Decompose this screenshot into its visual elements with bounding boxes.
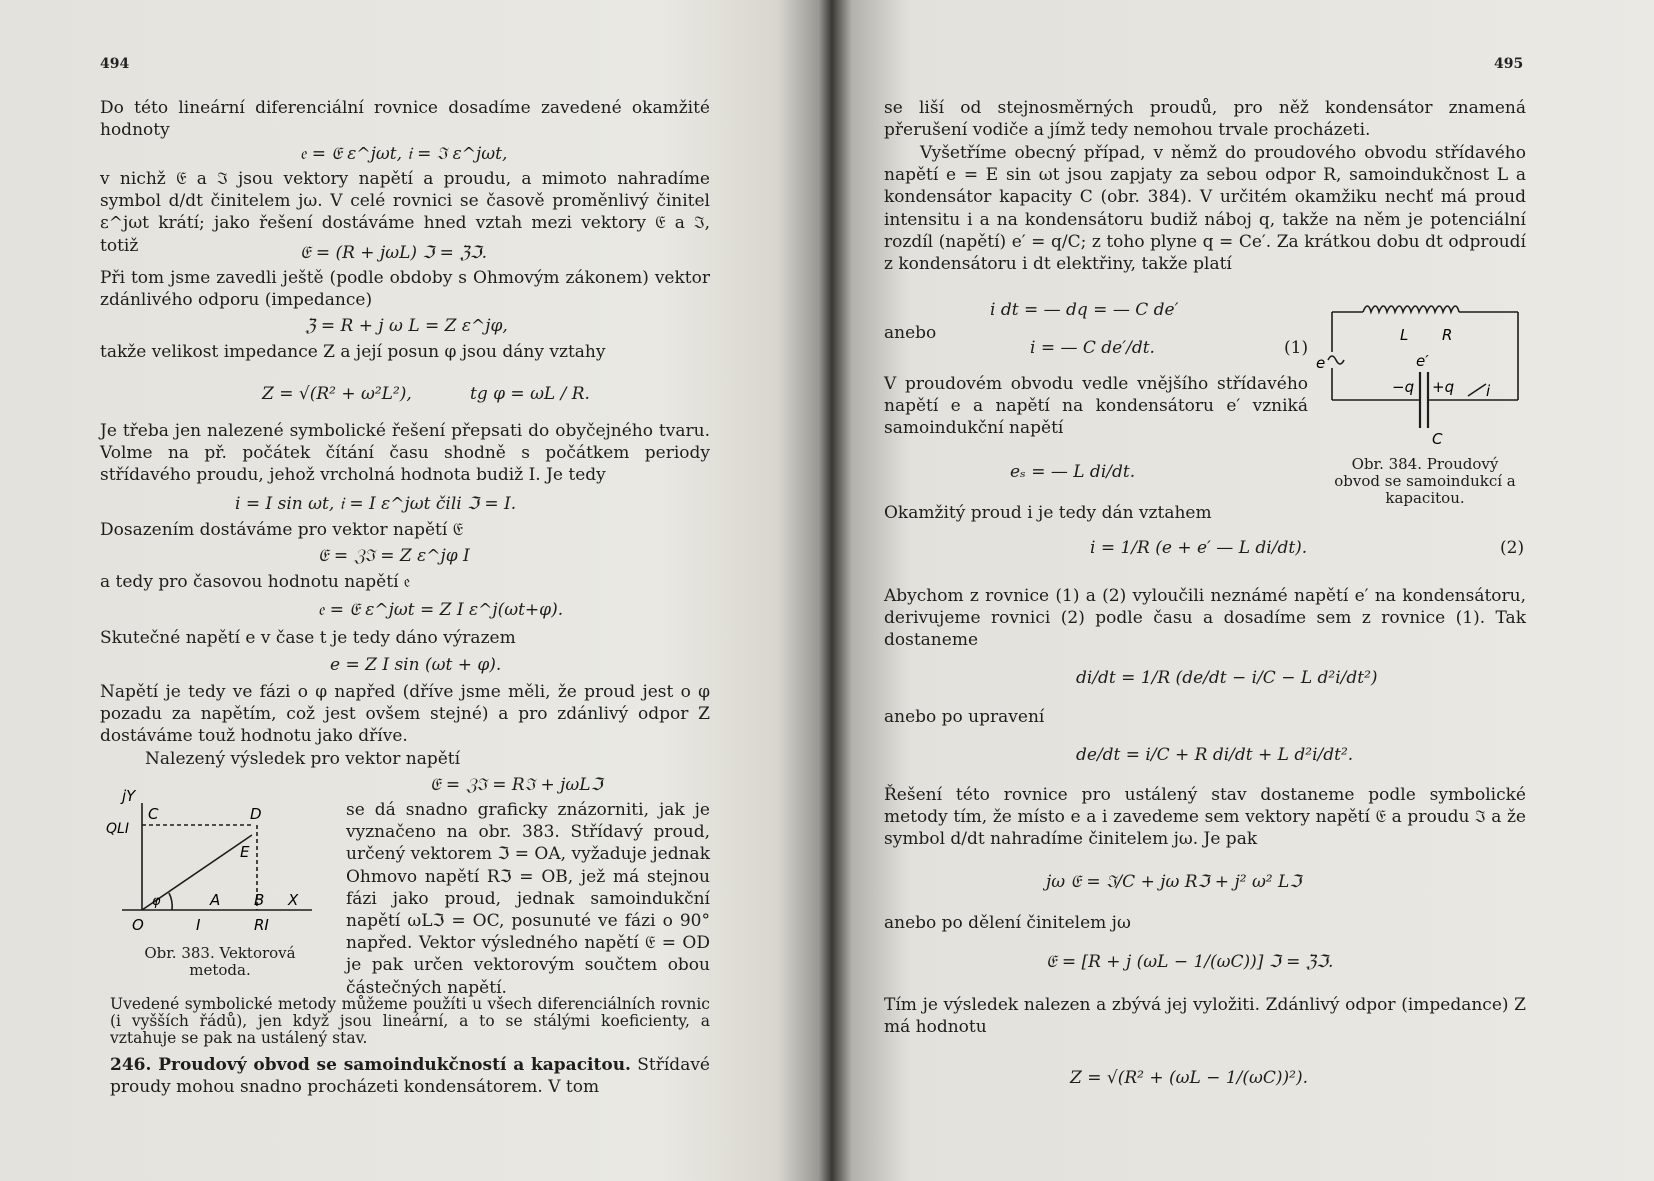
paragraph: takže velikost impedance Z a její posun φ jsou dány vztahy [100,342,606,362]
equation: 𝔈 = (R + jωL) ℑ = ℨℑ. [300,243,488,263]
current-arrow [1468,384,1486,396]
equation: 𝔈 = [R + j (ωL − 1/(ωC))] ℑ = ℨℑ. [1046,952,1334,972]
equation: i = I sin ωt, 𝔦 = I ε^jωt čili ℑ = I. [235,494,517,514]
paragraph: Uvedené symbolické metody můžeme použíti u všech diferenciálních rovnic (i vyšších řádů), jen když jsou lineární, a to se stálými koeficienty, a vztahuje se pak na ustálený stav. [110,995,710,1047]
right-page [810,0,1654,1181]
paragraph: Napětí je tedy ve fázi o φ napřed (dříve jsme měli, že proud jest o φ pozadu za napětím, což jest ovšem stejné) a pro zdánlivý odpor Z dostáváme touž hodnotu jako dříve. [100,682,710,747]
paragraph: anebo po dělení činitelem jω [884,913,1131,933]
inductor-coil [1363,306,1459,312]
equation: ℨ = R + j ω L = Z ε^jφ, [305,316,508,336]
equation: de/dt = i/C + R di/dt + L d²i/dt². [1076,745,1354,765]
paragraph: Řešení této rovnice pro ustálený stav dostaneme podle symbolické metody tím, že místo e a i zavedeme sem vektory napětí 𝔈 a proudu ℑ a že symbol d/dt nahradíme činitelem jω. Je pak [884,785,1526,850]
label-e: e [1316,354,1326,372]
equation: e = Z I sin (ωt + φ). [330,655,502,675]
equation: i dt = — dq = — C de′ [990,300,1179,320]
paragraph: anebo po upravení [884,707,1045,727]
point-label-a: A [210,891,221,909]
paragraph: Při tom jsme zavedli ještě (podle obdoby s Ohmovým zákonem) vektor zdánlivého odporu (impedance) [100,268,710,311]
left-page [0,0,790,1181]
paragraph: v nichž 𝔈 a ℑ jsou vektory napětí a proudu, a mimoto nahradíme symbol d/dt činitelem jω. V celé rovnici se časově proměnlivý činitel ε^jωt krátí; jako řešení dostáváme hned vztah mezi vektory 𝔈 a ℑ, totiž [100,169,710,256]
equation: 𝔈 = ℨℑ = Rℑ + jωLℑ [430,775,603,795]
paragraph: Tím je výsledek nalezen a zbývá jej vyložiti. Zdánlivý odpor (impedance) Z má hodnotu [884,995,1526,1038]
page-number-left: 494 [100,56,130,72]
point-label-o: O [132,916,144,934]
section-paragraph [110,1054,710,1098]
paragraph: Vyšetříme obecný případ, v němž do proudového obvodu střídavého napětí e = E sin ωt jsou zapjaty za sebou odpor R, samoindukčnost L a kondensátor kapacity C (obr. 384). V určitém okamžiku nechť má proud intensitu i a na kondensátoru budiž náboj q, takže na něm je potenciální rozdíl (napětí) e′ = q/C; z toho plyne q = Ce′. Za krátkou dobu dt odproudí z kondensátoru i dt elektřiny, takže platí [884,143,1526,275]
label-r: R [1442,326,1453,344]
equation: 𝔈 = ℨℑ = Z ε^jφ I [318,546,470,566]
vector-label-i: I [196,916,201,934]
paragraph: Dosazením dostáváme pro vektor napětí 𝔈 [100,520,464,540]
paragraph: se liší od stejnosměrných proudů, pro něž kondensátor znamená přerušení vodiče a jímž tedy nemohou trvale procházeti. [884,98,1526,141]
paragraph: Skutečné napětí e v čase t je tedy dáno výrazem [100,628,516,648]
equation-number: (1) [1284,338,1309,358]
figure-caption: Obr. 383. Vektorová metoda. [144,944,296,979]
paragraph: Je třeba jen nalezené symbolické řešení přepsati do obyčejného tvaru. Volme na př. počátek čítání času shodně s počátkem periody střídavého proudu, jehož vrcholná hodnota budiž I. Je tedy [100,421,710,486]
label-l: L [1400,326,1409,344]
equation: 𝔢 = 𝔈 ε^jωt = Z I ε^j(ωt+φ). [318,600,564,620]
equation: i = 1/R (e + e′ — L di/dt). [1090,538,1308,558]
page-number-right: 495 [1494,56,1524,72]
paragraph: Abychom z rovnice (1) a (2) vyloučili neznámé napětí e′ na kondensátoru, derivujeme rovnici (2) podle času a dosadíme sem z rovnice (1). Tak dostaneme [884,586,1526,651]
label-e-prime: e′ [1416,352,1429,370]
paragraph: Do této lineární diferenciální rovnice dosadíme zavedené okamžité hodnoty [100,98,710,141]
equation: Z = √(R² + ω²L²), [262,384,412,404]
paragraph: a tedy pro časovou hodnotu napětí 𝔢 [100,572,411,592]
phase-angle-arc [169,893,172,910]
vector-label-ri: RI [254,916,269,934]
equation: jω 𝔈 = ℑ/C + jω Rℑ + j² ω² Lℑ [1046,872,1302,892]
paragraph: Nalezený výsledek pro vektor napětí [145,749,461,769]
paragraph: V proudovém obvodu vedle vnějšího střídavého napětí e a napětí na kondensátoru e′ vzniká samoindukční napětí [884,374,1308,439]
label-c: C [1432,430,1443,448]
label-plus-q: +q [1432,378,1455,396]
equation: di/dt = 1/R (de/dt − i/C − L d²i/dt²) [1076,668,1378,688]
axis-label-x: X [288,891,299,909]
equation: 𝔢 = 𝔈 ε^jωt, 𝔦 = ℑ ε^jωt, [300,144,508,164]
section-heading: 246. Proudový obvod se samoindukčností a kapacitou. [110,1055,631,1075]
equation: tg φ = ωL / R. [470,384,590,404]
point-label-d: D [250,805,262,823]
point-label-c: C [148,805,159,823]
figure-caption: Obr. 384. Proudový obvod se samoindukcí a kapacitou. [1334,455,1516,507]
axis-label-jy: jY [122,787,136,805]
equation: i = — C de′/dt. [1030,338,1155,358]
point-label-b: B [254,891,265,909]
text-anebo: anebo [884,323,937,343]
equation-number: (2) [1500,538,1525,558]
vector-label-oli: QLI [106,821,129,837]
equation: eₛ = — L di/dt. [1010,462,1136,482]
ac-source-symbol [1328,356,1344,364]
label-minus-q: −q [1392,378,1415,396]
circuit-diagram-figure [1318,300,1534,450]
angle-label-phi: φ [152,894,161,909]
label-i: i [1486,382,1491,400]
vector-label-e: E [240,843,250,861]
paragraph: se dá snadno graficky znázorniti, jak je vyznačeno na obr. 383. Střídavý proud, určený vektorem ℑ = OA, vyžaduje jednak Ohmovo napětí Rℑ = OB, jež má stejnou fázi jako proud, jednak samoindukční napětí ωLℑ = OC, posunuté ve fázi o 90° napřed. Vektor výsledného napětí 𝔈 = OD je pak určen vektorovým součtem obou částečných napětí. [346,800,710,998]
paragraph: Okamžitý proud i je tedy dán vztahem [884,503,1212,523]
equation: Z = √(R² + (ωL − 1/(ωC))²). [1070,1068,1308,1088]
vector-diagram-figure [106,785,332,945]
section-text: Střídavé proudy mohou snadno procházeti kondensátorem. V tom [110,1055,710,1098]
